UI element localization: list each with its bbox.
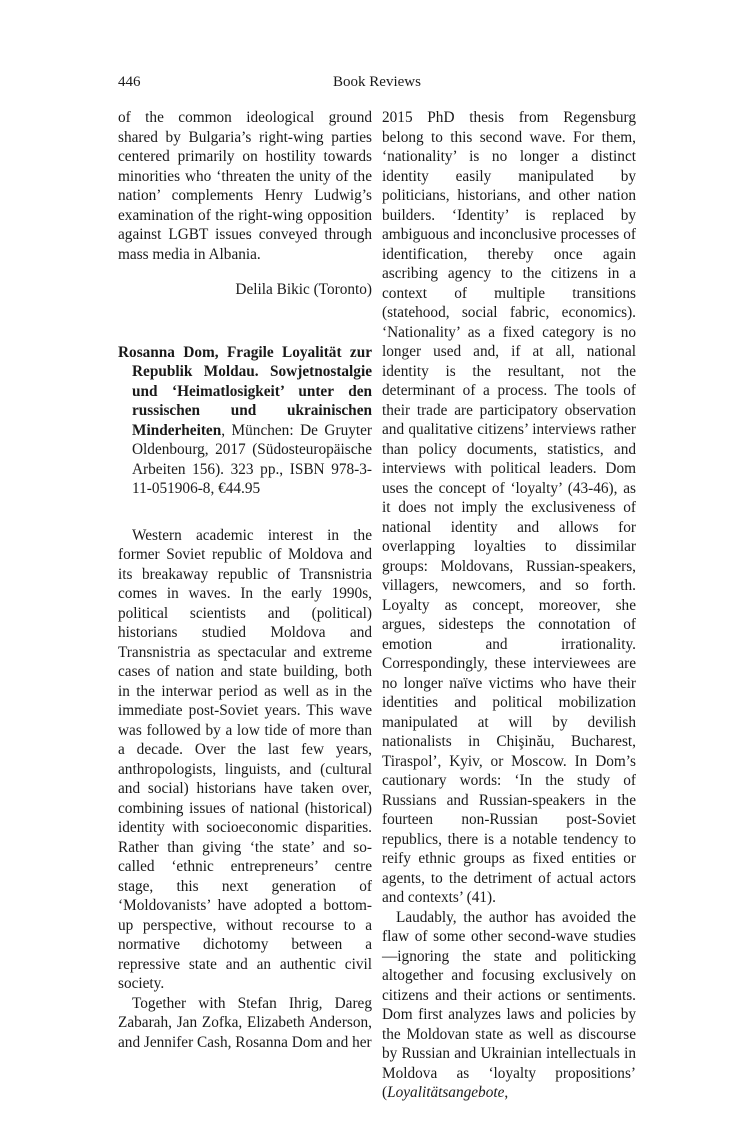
paragraph-text: Laudably, the author has avoided the flaw of some other second-wave studies—ignoring the state and politicking altogether and focusing exclusively on citizens and their actions or sentiments. Dom first analyzes laws and policies by the Moldovan state as well as discourse by Russian and Ukrainian intellectuals in Moldova as ‘loyalty propositions’ ( — [382, 908, 636, 1101]
page-number: 446 — [118, 74, 141, 90]
publication-details: , München: De Gruyter Oldenbourg, 2017 (Südosteuropäische Arbeiten 156). 323 pp., ISBN 978-3-11-051906-8, €44.95 — [132, 421, 372, 497]
bibliographic-entry — [118, 343, 372, 499]
book-title: Rosanna Dom, Fragile Loyalität zur Republik Moldau. Sowjetnostalgie und ‘Heimatlosigkeit’ unter den russischen und ukrainischen Minderheiten — [118, 343, 372, 439]
left-column — [118, 108, 372, 1052]
reviewer-signature: Delila Bikic (Toronto) — [235, 281, 372, 298]
running-head: Book Reviews — [333, 74, 421, 90]
italic-term: Loyalitätsangebote — [387, 1084, 505, 1101]
paragraph: Western academic interest in the former Soviet republic of Moldova and its breakaway republic of Transnistria comes in waves. In the early 1990s, political scientists and (political) historians studied Moldova and Transnistria as spectacular and extreme cases of nation and state building, both in the interwar period as well as in the immediate post-Soviet years. This wave was followed by a low tide of more than a decade. Over the last few years, anthropologists, linguists, and (cultural and social) historians have taken over, combining issues of national (historical) identity with socioeconomic disparities. Rather than giving ‘the state’ and so-called ‘ethnic entrepreneurs’ centre stage, this next generation of ‘Moldovanists’ have adopted a bottom-up perspective, without recourse to a normative dichotomy between a repressive state and an authentic civil society. — [118, 526, 372, 992]
paragraph: Together with Stefan Ihrig, Dareg Zabarah, Jan Zofka, Elizabeth Anderson, and Jennifer Cash, Rosanna Dom and her — [118, 994, 372, 1051]
right-column — [382, 108, 636, 1103]
paragraph: 2015 PhD thesis from Regensburg belong to this second wave. For them, ‘nationality’ is no longer a distinct identity easily manipulated by politicians, historians, and other nation builders. ‘Identity’ is replaced by ambiguous and inconclusive processes of identification, thereby once again ascribing agency to the citizens in a context of multiple transitions (statehood, social fabric, economics). ‘Nationality’ as a fixed category is no longer used and, if at all, national identity is the resultant, not the determinant of a process. The tools of their trade are participatory observation and qualitative citizens’ interviews rather than policy documents, statistics, and interviews with political leaders. Dom uses the concept of ‘loyalty’ (43-46), as it does not imply the exclusiveness of national identity and allows for overlapping loyalties to dissimilar groups: Moldovans, Russian-speakers, villagers, newcomers, and so forth. Loyalty as concept, moreover, she argues, sidesteps the connotation of emotion and irrationality. Correspondingly, these interviewees are no longer naïve victims who have their identities and political mobilization manipulated at will by devilish nationalists in Chişinău, Bucharest, Tiraspol’, Kyiv, or Moscow. In Dom’s cautionary words: ‘In the study of Russians and Russian-speakers in the fourteen non-Russian post-Soviet republics, there is a notable tendency to reify ethnic groups as fixed entities or agents, to the detriment of actual actors and contexts’ (41). — [382, 109, 636, 906]
page-header — [118, 74, 636, 96]
paragraph — [382, 908, 636, 1103]
paragraph-end: , — [504, 1084, 509, 1101]
paragraph: of the common ideological ground shared by Bulgaria’s right-wing parties centered primarily on hostility towards minorities who ‘threaten the unity of the nation’ complements Henry Ludwig’s examination of the right-wing opposition against LGBT issues conveyed through mass media in Albania. — [118, 109, 372, 263]
